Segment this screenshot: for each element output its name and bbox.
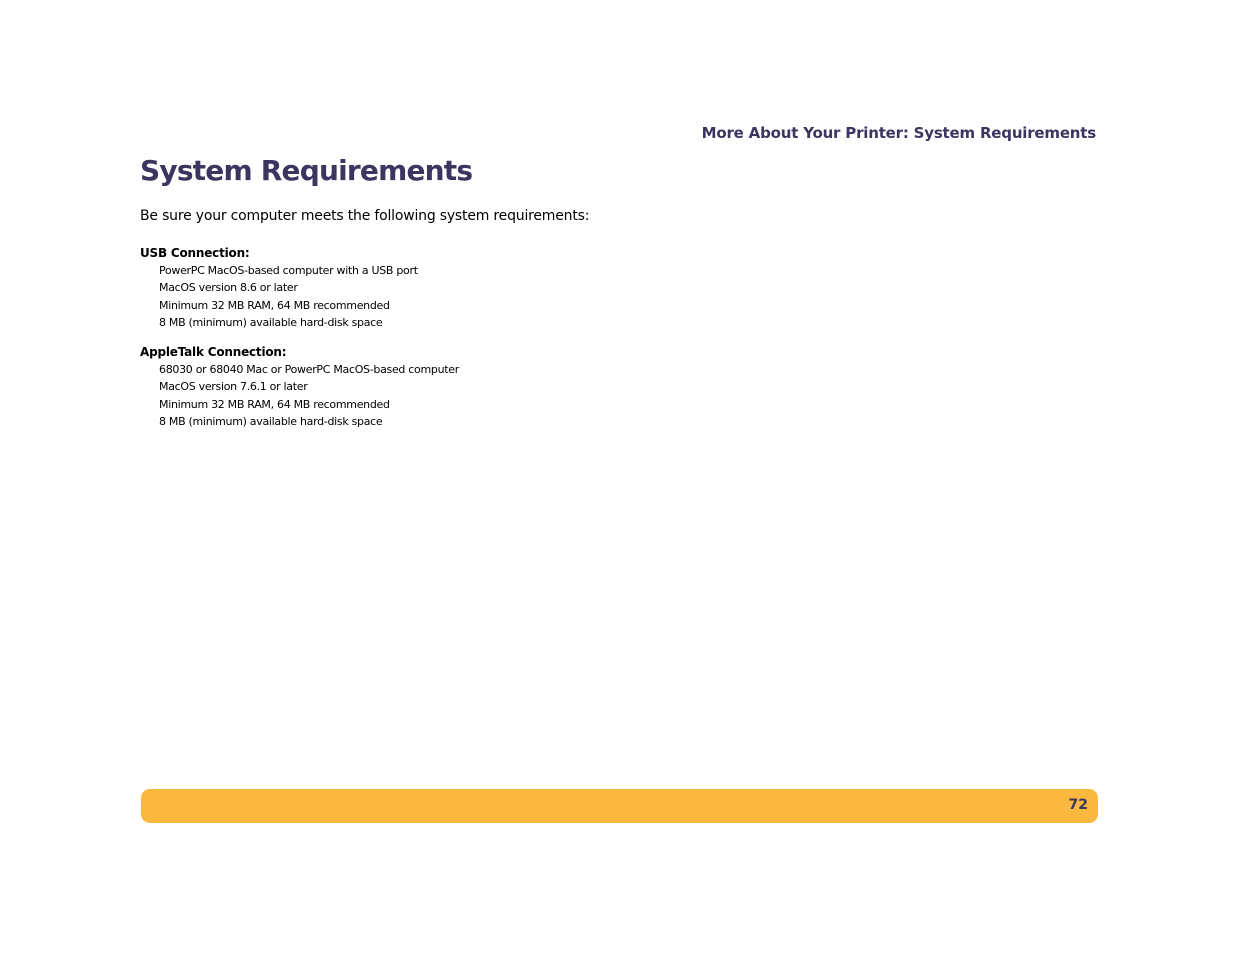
page-number: 72: [1068, 797, 1088, 813]
appletalk-section-heading: AppleTalk Connection:: [140, 345, 287, 359]
usb-section-heading: USB Connection:: [140, 246, 250, 260]
footer-bar: [141, 789, 1098, 823]
page-title: System Requirements: [140, 154, 473, 187]
list-item: 68030 or 68040 Mac or PowerPC MacOS-based computer: [159, 363, 459, 376]
list-item: Minimum 32 MB RAM, 64 MB recommended: [159, 298, 390, 312]
list-item: PowerPC MacOS-based computer with a USB port: [159, 264, 418, 277]
running-header: More About Your Printer: System Requirements: [701, 124, 1096, 142]
list-item: MacOS version 7.6.1 or later: [159, 380, 308, 394]
appletalk-requirements-section: [140, 343, 459, 431]
usb-requirements-list: [140, 262, 418, 332]
list-item: 8 MB (minimum) available hard-disk space: [159, 316, 383, 330]
appletalk-requirements-list: [140, 361, 459, 431]
list-item: MacOS version 8.6 or later: [159, 281, 298, 295]
list-item: Minimum 32 MB RAM, 64 MB recommended: [159, 397, 390, 411]
usb-requirements-section: [140, 244, 418, 332]
list-item: 8 MB (minimum) available hard-disk space: [159, 415, 383, 429]
intro-text: Be sure your computer meets the following system requirements:: [140, 208, 590, 224]
